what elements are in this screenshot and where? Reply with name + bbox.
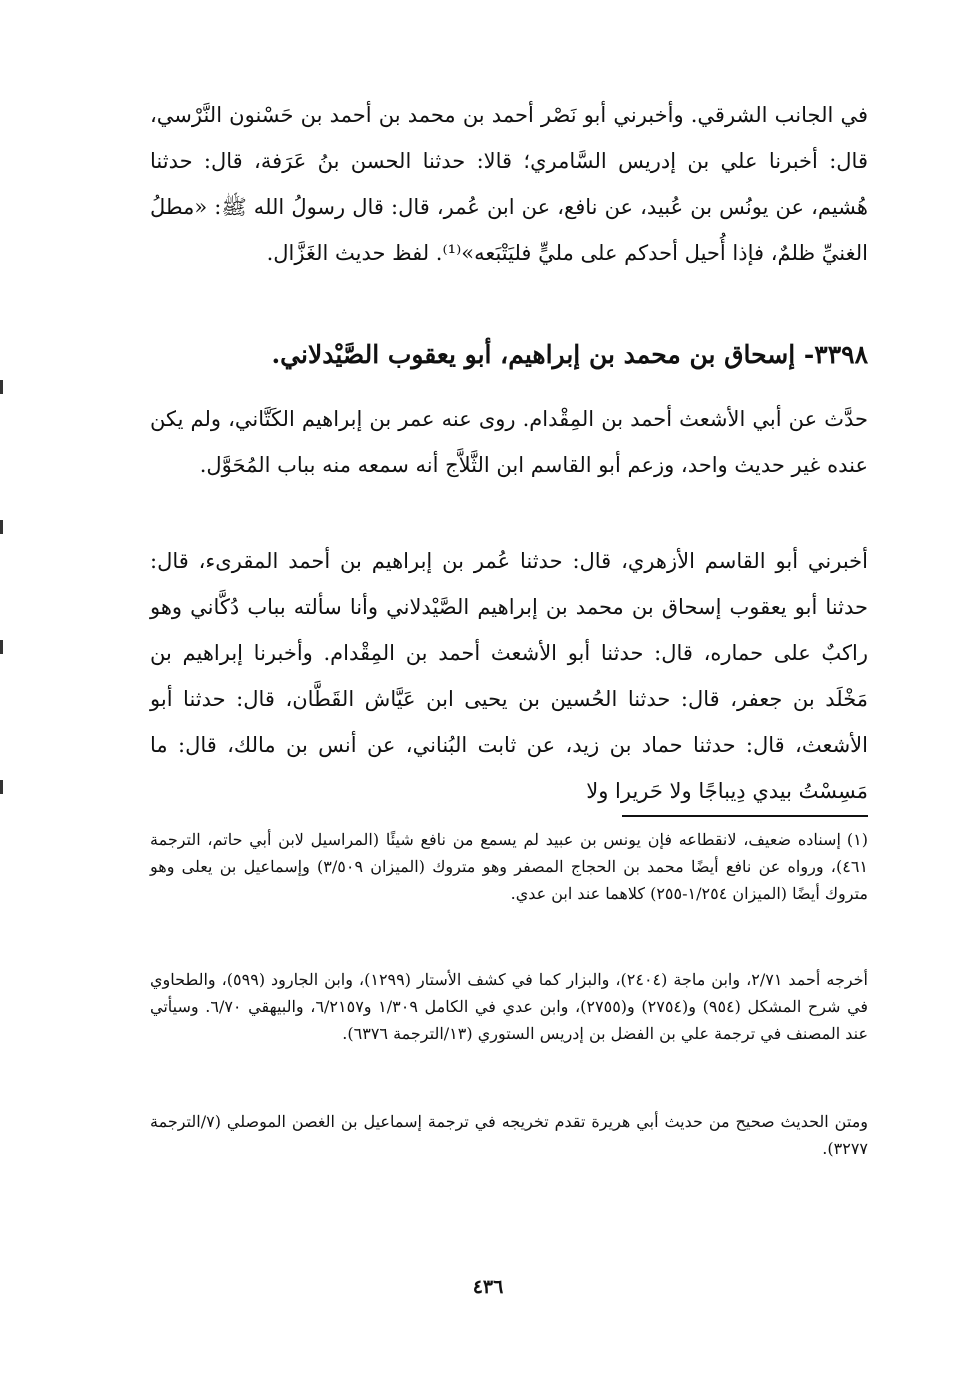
paragraph-biography: حدَّث عن أبي الأشعث أحمد بن المِقْدام. روى عنه عمر بن إبراهيم الكَتَّاني، ولم يكن عنده غير حديث واحد، وزعم أبو القاسم ابن الثَّلاَّج أنه سمعه منه بباب المُحَوَّل.: [150, 407, 868, 477]
biography-heading: ٣٣٩٨- إسحاق بن محمد بن إبراهيم، أبو يعقوب الصَّيْدلاني.: [271, 340, 868, 369]
paragraph-isnad: أخبرني أبو القاسم الأزهري، قال: حدثنا عُمر بن إبراهيم بن أحمد المقرىء، قال: حدثنا أبو يعقوب إسحاق بن محمد بن إبراهيم الصَّيْدلاني وأنا سألته بباب دُكَّاني وهو راكبٌ على حماره، قال: حدثنا أبو الأشعث أحمد بن المِقْدام. وأخبرنا إبراهيم بن مَخْلَد بن جعفر، قال: حدثنا الحُسين بن يحيى ابن عَيَّاش القَطَّان، قال: حدثنا أبو الأشعث، قال: حدثنا حماد بن زيد، عن ثابت البُناني، عن أنس بن مالك، قال: ما مَسِسْتُ بيدي دِيباجًا ولا حَريرا ولا: [150, 549, 868, 803]
page-number: ٤٣٦: [472, 1276, 504, 1298]
footnote-1: [150, 826, 868, 907]
scan-edge-mark: [0, 640, 3, 654]
scan-edge-mark: [0, 520, 3, 534]
footnote-1-marker: (١): [846, 830, 868, 849]
scan-edge-mark: [0, 380, 3, 394]
paragraph-hadith-narration: في الجانب الشرقي. وأخبرني أبو نَصْر أحمد بن محمد بن أحمد بن حَسْنون النَّرْسي، قال: أخبرنا علي بن إدريس السَّامري؛ قالا: حدثنا الحسن بنُ عَرَفة، قال: حدثنا هُشيم، عن يونُس بن عُبيد، عن نافع، عن ابن عُمر، قال: قال رسولُ الله ﷺ: «مطلُ الغنيِّ ظلمٌ، فإذا أُحيل أحدكم على مليٍّ فليَتْبَعه»⁽¹⁾. لفظ حديث الغَزَّال.: [150, 103, 868, 265]
scan-edge-mark: [0, 780, 3, 794]
footnote-separator: [622, 815, 868, 817]
footnote-takhrij: أخرجه أحمد ٢/٧١، وابن ماجة (٢٤٠٤)، والبزار كما في كشف الأستار (١٢٩٩)، وابن الجارود (٥٩٩)، والطحاوي في شرح المشكل (٩٥٤) و(٢٧٥٤) و(٢٧٥٥)، وابن عدي في الكامل ١/٣٠٩ و٦/٢١٥٧، والبيهقي ٦/٧٠. وسيأتي عند المصنف في ترجمة علي بن الفضل بن إدريس الستوري (١٣/الترجمة ٦٣٧٦).: [150, 970, 869, 1043]
footnote-hadith-note: ومتن الحديث صحيح من حديث أبي هريرة تقدم تخريجه في ترجمة إسماعيل بن الغصن الموصلي (٧/الترجمة ٣٢٧٧).: [150, 1112, 868, 1158]
footnote-1-text: إسناده ضعيف، لانقطاعه فإن يونس بن عبيد لم يسمع من نافع شيئًا (المراسيل لابن أبي حاتم، الترجمة ٤٦١)، ورواه عن نافع أيضًا محمد بن الحجاج المصفر وهو متروك (الميزان ٣/٥٠٩) وإسماعيل بن يعلى وهو متروك أيضًا (الميزان ١/٢٥٤-٢٥٥) كلاهما عند ابن عدي.: [150, 830, 868, 903]
